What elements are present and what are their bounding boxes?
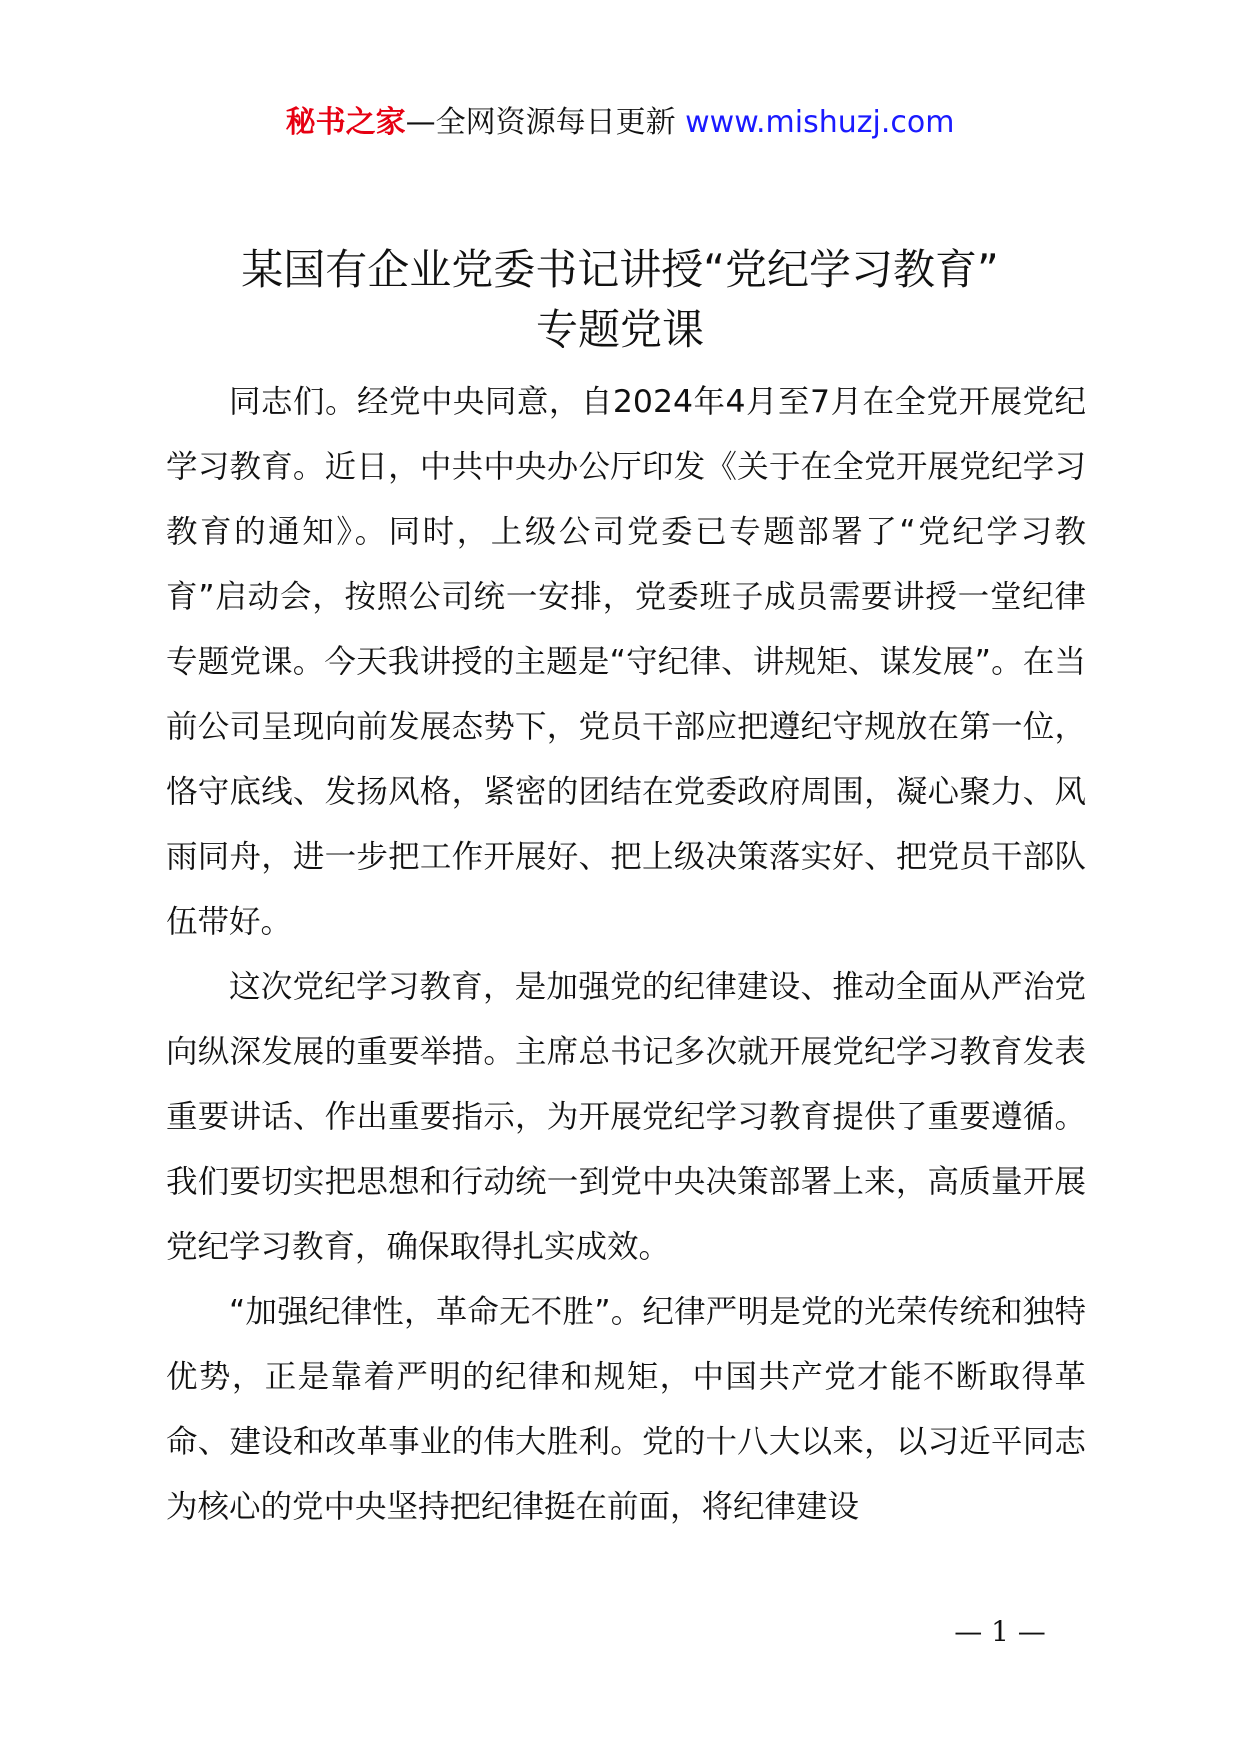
page-number: — 1 — <box>954 1615 1046 1648</box>
title-line-1: 某国有企业党委书记讲授“党纪学习教育” <box>241 245 999 294</box>
paragraph: 同志们。经党中央同意，自2024年4月至7月在全党开展党纪学习教育。近日，中共中央办公厅印发《关于在全党开展党纪学习教育的通知》。同时，上级公司党委已专题部署了“党纪学习教育”启动会，按照公司统一安排，党委班子成员需要讲授一堂纪律专题党课。今天我讲授的主题是“守纪律、讲规矩、谋发展”。在当前公司呈现向前发展态势下，党员干部应把遵纪守规放在第一位，恪守底线、发扬风格，紧密的团结在党委政府周围，凝心聚力、风雨同舟，进一步把工作开展好、把上级决策落实好、把党员干部队伍带好。 <box>166 384 1086 940</box>
site-url-link[interactable]: www.mishuzj.com <box>685 105 955 140</box>
paragraph: “加强纪律性，革命无不胜”。纪律严明是党的光荣传统和独特优势，正是靠着严明的纪律和规矩，中国共产党才能不断取得革命、建设和改革事业的伟大胜利。党的十八大以来，以习近平同志为核心的党中央坚持把纪律挺在前面，将纪律建设 <box>166 1294 1086 1525</box>
site-header <box>0 100 1240 146</box>
brand-name: 秘书之家 <box>285 105 406 140</box>
document-title <box>150 240 1090 360</box>
header-tagline: —全网资源每日更新 <box>405 105 686 140</box>
document-body <box>166 370 1086 1540</box>
title-line-2: 专题党课 <box>535 305 704 354</box>
paragraph: 这次党纪学习教育，是加强党的纪律建设、推动全面从严治党向纵深发展的重要举措。主席总书记多次就开展党纪学习教育发表重要讲话、作出重要指示，为开展党纪学习教育提供了重要遵循。我们要切实把思想和行动统一到党中央决策部署上来，高质量开展党纪学习教育，确保取得扎实成效。 <box>166 969 1086 1265</box>
